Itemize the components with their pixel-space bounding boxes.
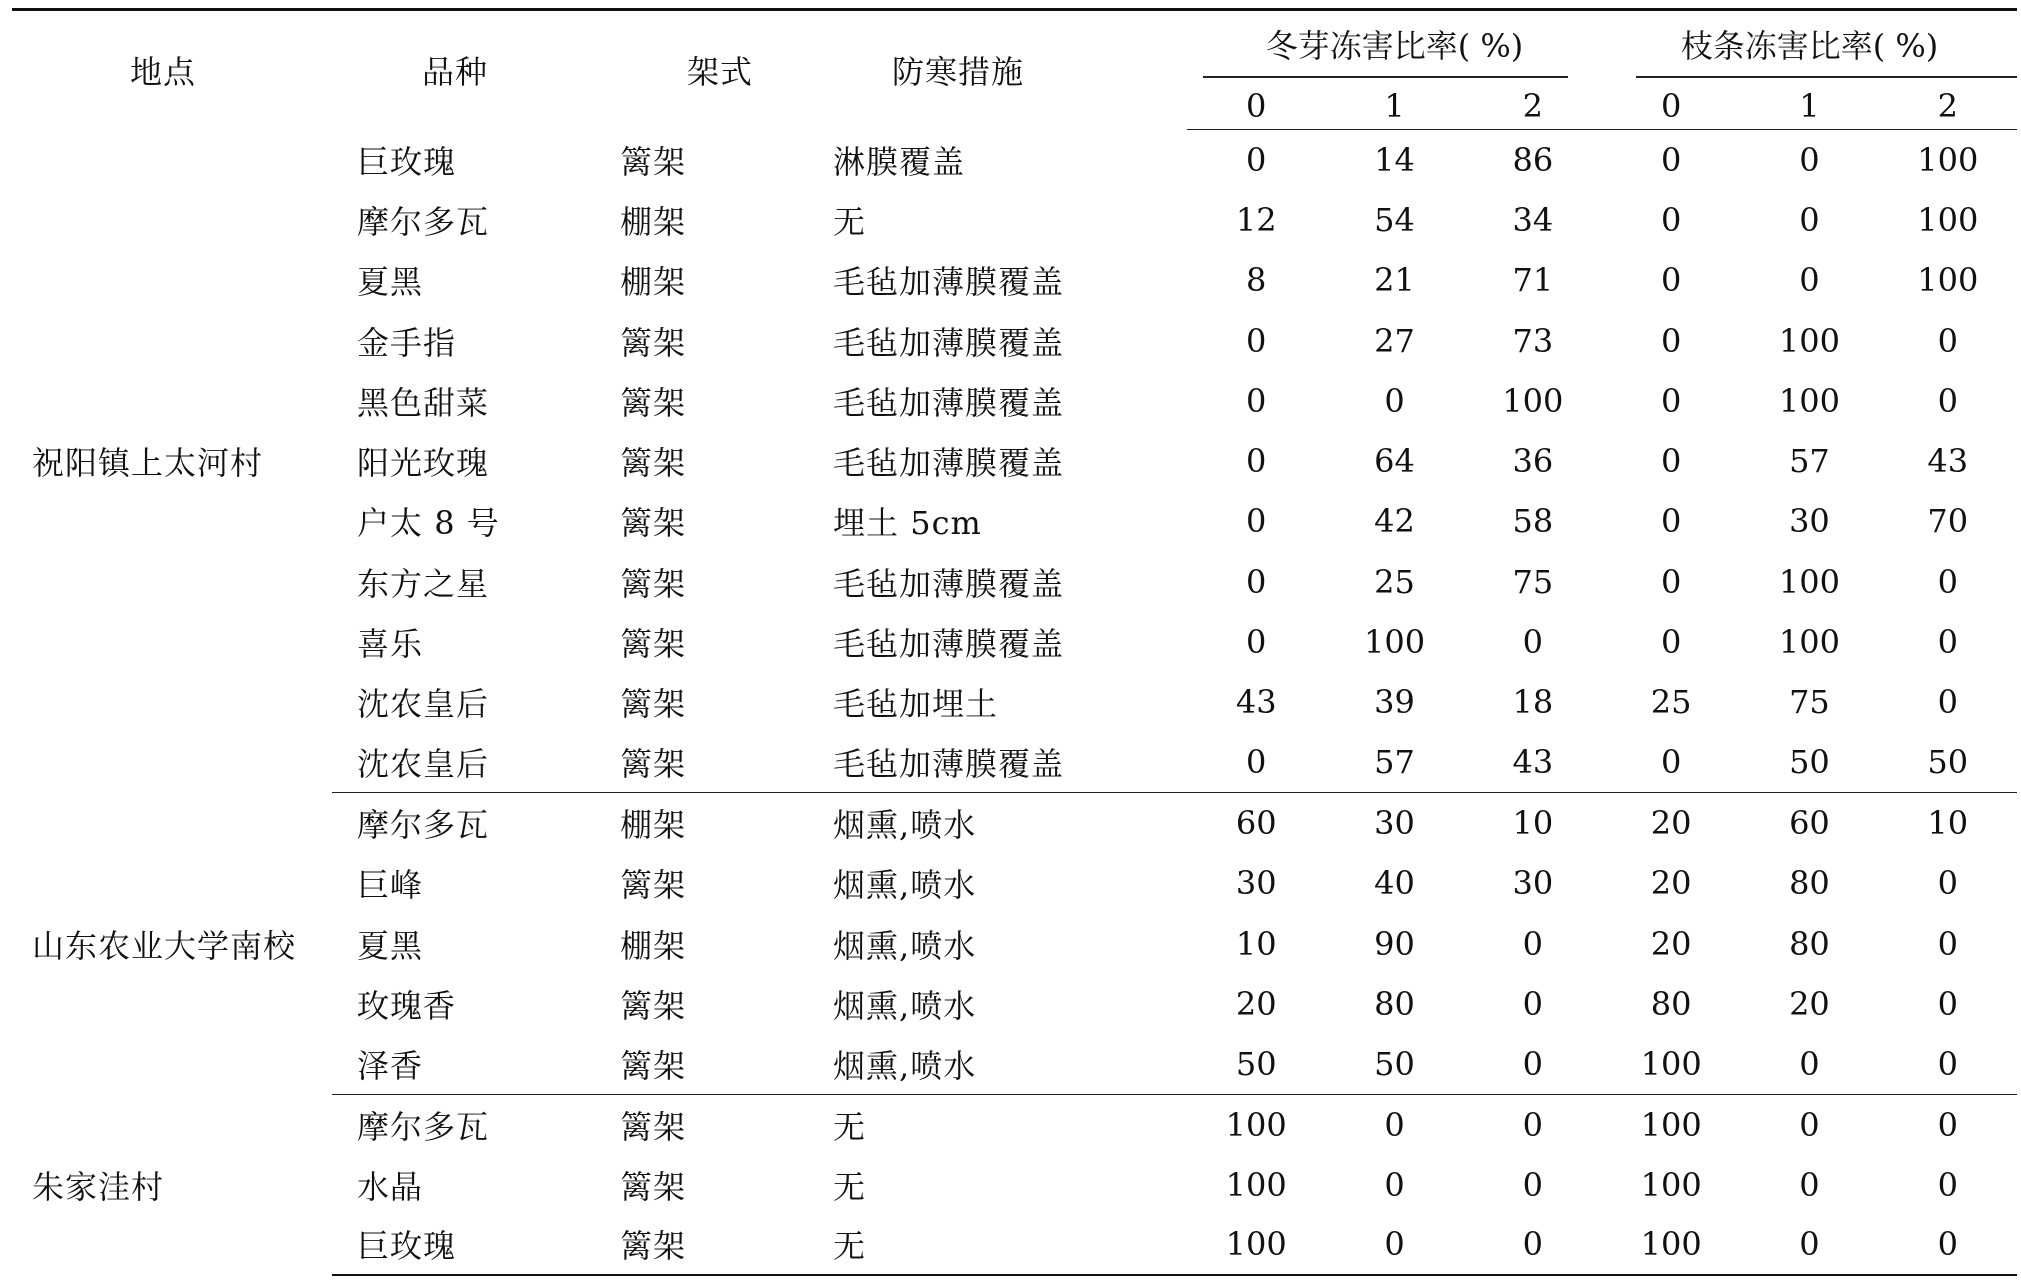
measure-cell: 烟熏,喷水 [833, 926, 977, 965]
bud-damage-cell: 50 [1187, 1034, 1325, 1094]
bud-damage-cell: 30 [1512, 864, 1554, 903]
location-cell: 山东农业大学南校 [32, 926, 297, 965]
header-shoot-group-label: 枝条冻害比率( %) [1680, 27, 1939, 66]
shoot-damage-cell: 100 [1602, 1215, 1740, 1275]
shoot-damage-cell: 0 [1799, 200, 1820, 239]
bud-damage-cell: 39 [1374, 683, 1415, 722]
header-level: 2 [1464, 78, 1602, 130]
bud-damage-cell: 0 [1246, 321, 1267, 360]
bud-damage-cell: 34 [1512, 200, 1554, 239]
frost-damage-table [12, 8, 2017, 1276]
shoot-damage-cell: 70 [1927, 502, 1969, 541]
variety-cell: 摩尔多瓦 [357, 806, 490, 845]
table-body [12, 130, 2017, 1276]
frame-cell: 棚架 [620, 806, 687, 845]
frame-cell: 棚架 [620, 926, 687, 965]
measure-cell: 烟熏,喷水 [833, 866, 977, 905]
measure-cell: 无 [828, 1215, 1187, 1275]
bud-damage-cell: 58 [1512, 502, 1554, 541]
shoot-damage-cell: 30 [1789, 502, 1830, 541]
frame-cell: 篱架 [620, 564, 687, 603]
header-shoot-group [1602, 10, 2017, 78]
shoot-damage-cell: 20 [1650, 924, 1692, 963]
shoot-damage-cell: 100 [1778, 562, 1840, 601]
bud-damage-cell: 0 [1522, 623, 1543, 662]
bud-damage-cell: 0 [1246, 502, 1267, 541]
bud-damage-cell: 60 [1235, 804, 1277, 843]
frame-cell: 篱架 [615, 732, 828, 792]
frame-cell: 棚架 [620, 263, 687, 302]
bud-damage-cell: 0 [1325, 1215, 1463, 1275]
shoot-damage-cell: 0 [1879, 1034, 2017, 1094]
frame-cell: 篱架 [620, 685, 687, 724]
table-row [12, 130, 2017, 190]
measure-cell: 无 [833, 202, 867, 241]
header-measure: 防寒措施 [828, 10, 1187, 130]
frame-cell: 篱架 [620, 1107, 687, 1146]
bud-damage-cell: 86 [1512, 140, 1554, 179]
frame-cell: 篱架 [615, 1034, 828, 1094]
header-bud-group [1187, 10, 1602, 78]
bud-damage-cell: 30 [1374, 804, 1415, 843]
bud-damage-cell: 50 [1325, 1034, 1463, 1094]
bud-damage-cell: 10 [1235, 924, 1277, 963]
header-variety: 品种 [332, 10, 615, 130]
variety-cell: 巨玫瑰 [357, 142, 457, 181]
shoot-damage-cell: 50 [1740, 732, 1878, 792]
measure-cell: 无 [833, 1107, 867, 1146]
bud-damage-cell: 0 [1246, 381, 1267, 420]
variety-cell: 摩尔多瓦 [357, 1107, 490, 1146]
header-frame: 架式 [615, 10, 828, 130]
shoot-damage-cell: 10 [1927, 804, 1969, 843]
table-row [12, 1094, 2017, 1154]
variety-cell: 阳光玫瑰 [357, 444, 490, 483]
bud-damage-cell: 18 [1512, 683, 1554, 722]
bud-damage-cell: 43 [1464, 732, 1602, 792]
table-row [12, 793, 2017, 853]
bud-damage-cell: 100 [1225, 1165, 1287, 1204]
shoot-damage-cell: 0 [1660, 140, 1682, 179]
bud-damage-cell: 100 [1363, 623, 1426, 662]
bud-damage-cell: 71 [1512, 261, 1554, 300]
shoot-damage-cell: 100 [1640, 1165, 1702, 1204]
shoot-damage-cell: 0 [1799, 261, 1820, 300]
measure-cell: 毛毡加埋土 [833, 685, 999, 724]
shoot-damage-cell: 0 [1660, 442, 1682, 481]
measure-cell: 毛毡加薄膜覆盖 [833, 444, 1065, 483]
table-header [12, 10, 2017, 130]
shoot-damage-cell: 0 [1937, 1105, 1958, 1144]
shoot-damage-cell: 0 [1937, 984, 1958, 1023]
bud-damage-cell: 0 [1384, 1105, 1405, 1144]
shoot-damage-cell: 57 [1789, 442, 1830, 481]
bud-damage-cell: 30 [1235, 864, 1277, 903]
shoot-damage-cell: 50 [1879, 732, 2017, 792]
bud-damage-cell: 80 [1374, 984, 1415, 1023]
shoot-damage-cell: 0 [1799, 1105, 1820, 1144]
shoot-damage-cell: 0 [1937, 562, 1958, 601]
bud-damage-cell: 54 [1374, 200, 1415, 239]
shoot-damage-cell: 0 [1937, 623, 1958, 662]
bud-damage-cell: 42 [1374, 502, 1415, 541]
bud-damage-cell: 0 [1384, 381, 1405, 420]
variety-cell: 黑色甜菜 [357, 383, 490, 422]
variety-cell: 沈农皇后 [332, 732, 615, 792]
bud-damage-cell: 100 [1502, 381, 1564, 420]
bud-damage-cell: 0 [1522, 1105, 1543, 1144]
shoot-damage-cell: 0 [1660, 562, 1682, 601]
frame-cell: 篱架 [620, 1167, 687, 1206]
variety-cell: 喜乐 [357, 625, 424, 664]
bud-damage-cell: 20 [1235, 984, 1277, 1023]
shoot-damage-cell: 100 [1917, 140, 1979, 179]
shoot-damage-cell: 0 [1937, 381, 1958, 420]
shoot-damage-cell: 0 [1937, 683, 1958, 722]
variety-cell: 夏黑 [357, 926, 424, 965]
bud-damage-cell: 0 [1246, 562, 1267, 601]
variety-cell: 玫瑰香 [357, 986, 457, 1025]
shoot-damage-cell: 0 [1937, 864, 1958, 903]
measure-cell: 毛毡加薄膜覆盖 [833, 625, 1065, 664]
shoot-damage-cell: 0 [1660, 623, 1682, 662]
variety-cell: 泽香 [332, 1034, 615, 1094]
bud-damage-cell: 40 [1374, 864, 1415, 903]
frame-cell: 篱架 [620, 504, 687, 543]
variety-cell: 户太 8 号 [357, 504, 500, 543]
frame-cell: 篱架 [620, 625, 687, 664]
bud-damage-cell: 0 [1464, 1215, 1602, 1275]
bud-damage-cell: 0 [1522, 984, 1543, 1023]
bud-damage-cell: 0 [1246, 140, 1267, 179]
frame-cell: 棚架 [620, 202, 687, 241]
variety-cell: 摩尔多瓦 [357, 202, 490, 241]
bud-damage-cell: 0 [1246, 623, 1267, 662]
bud-damage-cell: 43 [1235, 683, 1277, 722]
shoot-damage-cell: 100 [1778, 381, 1840, 420]
measure-cell: 烟熏,喷水 [833, 806, 977, 845]
bud-damage-cell: 100 [1187, 1215, 1325, 1275]
header-bud-rule [1203, 76, 1568, 78]
shoot-damage-cell: 20 [1650, 864, 1692, 903]
location-cell: 祝阳镇上太河村 [32, 444, 264, 483]
header-level: 2 [1879, 78, 2017, 130]
header-level: 1 [1325, 78, 1463, 130]
measure-cell: 埋土 5cm [833, 504, 982, 543]
bud-damage-cell: 8 [1246, 261, 1267, 300]
shoot-damage-cell: 0 [1799, 140, 1820, 179]
shoot-damage-cell: 20 [1789, 984, 1830, 1023]
frame-cell: 篱架 [620, 383, 687, 422]
measure-cell: 烟熏,喷水 [828, 1034, 1187, 1094]
variety-cell: 水晶 [357, 1167, 424, 1206]
bud-damage-cell: 75 [1512, 562, 1554, 601]
bud-damage-cell: 27 [1374, 321, 1415, 360]
shoot-damage-cell: 0 [1660, 502, 1682, 541]
shoot-damage-cell: 100 [1778, 321, 1840, 360]
variety-cell: 东方之星 [357, 564, 490, 603]
bud-damage-cell: 0 [1464, 1034, 1602, 1094]
bud-damage-cell: 14 [1374, 140, 1415, 179]
shoot-damage-cell: 25 [1650, 683, 1692, 722]
variety-cell: 巨玫瑰 [332, 1215, 615, 1275]
measure-cell: 毛毡加薄膜覆盖 [833, 564, 1065, 603]
shoot-damage-cell: 43 [1927, 442, 1969, 481]
frame-cell: 篱架 [620, 142, 687, 181]
bud-damage-cell: 100 [1225, 1105, 1287, 1144]
bud-damage-cell: 73 [1512, 321, 1554, 360]
shoot-damage-cell: 80 [1789, 864, 1830, 903]
shoot-damage-cell: 0 [1937, 1165, 1958, 1204]
variety-cell: 沈农皇后 [357, 685, 490, 724]
shoot-damage-cell: 0 [1937, 321, 1958, 360]
measure-cell: 烟熏,喷水 [833, 986, 977, 1025]
bud-damage-cell: 0 [1384, 1165, 1405, 1204]
bud-damage-cell: 0 [1187, 732, 1325, 792]
bud-damage-cell: 21 [1374, 261, 1415, 300]
shoot-damage-cell: 0 [1740, 1215, 1878, 1275]
bud-damage-cell: 12 [1235, 200, 1277, 239]
shoot-damage-cell: 0 [1660, 200, 1682, 239]
shoot-damage-cell: 75 [1789, 683, 1830, 722]
shoot-damage-cell: 0 [1799, 1165, 1820, 1204]
variety-cell: 夏黑 [357, 263, 424, 302]
bud-damage-cell: 0 [1522, 924, 1543, 963]
shoot-damage-cell: 80 [1789, 924, 1830, 963]
bud-damage-cell: 0 [1522, 1165, 1543, 1204]
header-location: 地点 [12, 10, 332, 130]
bud-damage-cell: 10 [1512, 804, 1554, 843]
shoot-damage-cell: 80 [1650, 984, 1692, 1023]
header-level: 1 [1740, 78, 1878, 130]
shoot-damage-cell: 100 [1602, 1034, 1740, 1094]
shoot-damage-cell: 0 [1660, 381, 1682, 420]
shoot-damage-cell: 100 [1778, 623, 1840, 662]
shoot-damage-cell: 0 [1660, 261, 1682, 300]
header-level: 0 [1602, 78, 1740, 130]
bud-damage-cell: 90 [1374, 924, 1415, 963]
shoot-damage-cell: 100 [1640, 1105, 1702, 1144]
shoot-damage-cell: 0 [1660, 321, 1682, 360]
measure-cell: 毛毡加薄膜覆盖 [833, 383, 1065, 422]
bud-damage-cell: 64 [1374, 442, 1415, 481]
shoot-damage-cell: 100 [1917, 261, 1979, 300]
shoot-damage-cell: 0 [1740, 1034, 1878, 1094]
location-cell: 朱家洼村 [32, 1167, 165, 1206]
shoot-damage-cell: 100 [1917, 200, 1979, 239]
measure-cell: 毛毡加薄膜覆盖 [833, 263, 1065, 302]
bud-damage-cell: 36 [1512, 442, 1554, 481]
measure-cell: 毛毡加薄膜覆盖 [833, 323, 1065, 362]
variety-cell: 巨峰 [357, 866, 424, 905]
shoot-damage-cell: 0 [1602, 732, 1740, 792]
shoot-damage-cell: 20 [1650, 804, 1692, 843]
header-bud-group-label: 冬芽冻害比率( %) [1265, 27, 1524, 66]
measure-cell: 毛毡加薄膜覆盖 [828, 732, 1187, 792]
shoot-damage-cell: 60 [1789, 804, 1830, 843]
bud-damage-cell: 25 [1374, 562, 1415, 601]
frame-cell: 篱架 [620, 986, 687, 1025]
frame-cell: 篱架 [615, 1215, 828, 1275]
shoot-damage-cell: 0 [1879, 1215, 2017, 1275]
frame-cell: 篱架 [620, 444, 687, 483]
header-level: 0 [1187, 78, 1325, 130]
frame-cell: 篱架 [620, 866, 687, 905]
header-shoot-rule [1636, 76, 2017, 78]
variety-cell: 金手指 [357, 323, 457, 362]
measure-cell: 淋膜覆盖 [833, 142, 966, 181]
measure-cell: 无 [833, 1167, 867, 1206]
bud-damage-cell: 0 [1246, 442, 1267, 481]
bud-damage-cell: 57 [1325, 732, 1463, 792]
shoot-damage-cell: 0 [1937, 924, 1958, 963]
frame-cell: 篱架 [620, 323, 687, 362]
